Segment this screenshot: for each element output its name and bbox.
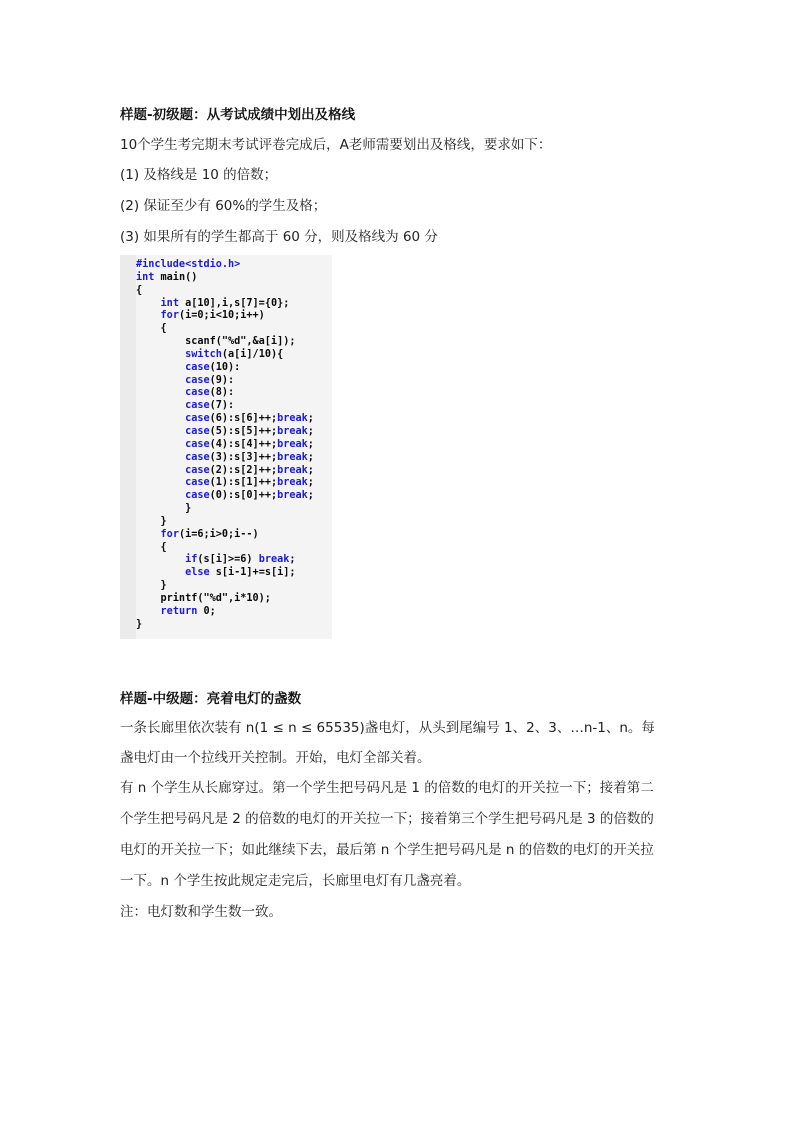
code-line xyxy=(136,567,314,580)
code-text: s[i-1]+=s[i]; xyxy=(209,567,296,579)
code-text: (5):s[5]++; xyxy=(209,425,278,437)
code-keyword: #include<stdio.h> xyxy=(136,259,241,270)
code-block xyxy=(136,259,314,631)
code-text: (6):s[6]++; xyxy=(209,413,278,425)
code-keyword: case xyxy=(185,438,210,450)
code-line xyxy=(136,323,314,336)
code-keyword: case xyxy=(185,464,210,476)
code-line xyxy=(136,606,314,619)
code-keyword: case xyxy=(185,413,210,425)
code-text: (s[i]>=6) xyxy=(197,554,259,566)
code-keyword: for xyxy=(160,528,179,540)
code-text: main() xyxy=(154,271,198,283)
requirement-item: (1) 及格线是 10 的倍数； xyxy=(120,167,278,183)
code-line xyxy=(136,413,314,426)
code-text xyxy=(136,490,185,501)
code-text: (2):s[2]++; xyxy=(209,464,278,476)
code-line xyxy=(136,619,314,632)
code-text: (1):s[1]++; xyxy=(209,477,278,489)
code-text xyxy=(136,387,185,398)
paragraph-line: 个学生把号码凡是 2 的倍数的电灯的开关拉一下；接着第三个学生把号码凡是 3 的倍数的 xyxy=(120,811,654,827)
code-screenshot xyxy=(120,255,332,639)
code-text: (0):s[0]++; xyxy=(209,490,278,502)
code-keyword: break xyxy=(258,554,290,566)
code-gutter xyxy=(120,255,136,639)
code-keyword: break xyxy=(277,451,308,463)
code-keyword: return xyxy=(160,605,198,617)
code-text xyxy=(136,298,161,309)
code-text: (9): xyxy=(209,374,235,386)
code-keyword: for xyxy=(160,310,179,322)
paragraph-line: 盏电灯由一个拉线开关控制。开始，电灯全部关着。 xyxy=(120,750,431,766)
code-text: } xyxy=(136,580,167,592)
code-text: ; xyxy=(307,451,314,463)
code-keyword: case xyxy=(185,425,210,437)
code-keyword: case xyxy=(185,374,210,386)
code-text: (3):s[3]++; xyxy=(209,451,278,463)
code-line xyxy=(136,542,314,555)
section2-title: 样题-中级题：亮着电灯的盏数 xyxy=(120,691,302,707)
requirement-item: (2) 保证至少有 60%的学生及格； xyxy=(120,198,327,214)
code-text: ; xyxy=(307,438,314,450)
code-line xyxy=(136,465,314,478)
code-line xyxy=(136,336,314,349)
code-keyword: break xyxy=(277,464,308,476)
code-text xyxy=(136,375,185,386)
code-text: ; xyxy=(307,477,314,489)
code-line xyxy=(136,452,314,465)
code-text: printf("%d",i*10); xyxy=(136,592,271,604)
code-text xyxy=(136,310,161,321)
code-keyword: if xyxy=(185,554,198,566)
code-keyword: case xyxy=(185,490,210,502)
code-line xyxy=(136,285,314,298)
code-text: 0; xyxy=(197,605,216,617)
code-text: } xyxy=(136,503,192,515)
code-text xyxy=(136,439,185,450)
code-text xyxy=(136,400,185,411)
code-text: { xyxy=(136,323,167,335)
code-keyword: break xyxy=(277,413,308,425)
code-keyword: case xyxy=(185,451,210,463)
section1-intro: 10个学生考完期末考试评卷完成后，A老师需要划出及格线，要求如下： xyxy=(120,137,552,153)
code-text xyxy=(136,465,185,476)
code-line xyxy=(136,477,314,490)
note-line: 注：电灯数和学生数一致。 xyxy=(120,904,282,920)
code-keyword: int xyxy=(160,297,179,309)
code-keyword: case xyxy=(185,477,210,489)
code-text: ; xyxy=(307,490,314,502)
code-line xyxy=(136,554,314,567)
code-line xyxy=(136,349,314,362)
code-text: } xyxy=(136,618,143,630)
paragraph-line: 一下。n 个学生按此规定走完后，长廊里电灯有几盏亮着。 xyxy=(120,873,471,889)
code-line xyxy=(136,387,314,400)
paragraph-line: 电灯的开关拉一下；如此继续下去，最后第 n 个学生把号码凡是 n 的倍数的电灯的开关拉 xyxy=(120,842,654,858)
code-line xyxy=(136,310,314,323)
code-line xyxy=(136,272,314,285)
code-text: ; xyxy=(289,554,296,566)
code-text: { xyxy=(136,284,143,296)
code-text: } xyxy=(136,515,167,527)
code-line xyxy=(136,400,314,413)
code-text xyxy=(136,567,185,578)
code-line xyxy=(136,503,314,516)
requirement-item: (3) 如果所有的学生都高于 60 分，则及格线为 60 分 xyxy=(120,229,438,245)
code-line xyxy=(136,593,314,606)
code-text xyxy=(136,554,185,565)
code-keyword: else xyxy=(185,567,210,579)
code-text xyxy=(136,413,185,424)
code-text xyxy=(136,362,185,373)
code-text: scanf("%d",&a[i]); xyxy=(136,336,296,348)
code-text xyxy=(136,349,185,360)
code-line xyxy=(136,259,314,272)
code-keyword: case xyxy=(185,361,210,373)
code-line xyxy=(136,516,314,529)
code-line xyxy=(136,375,314,388)
code-text: ; xyxy=(307,464,314,476)
code-keyword: switch xyxy=(185,348,222,360)
paragraph-line: 一条长廊里依次装有 n(1 ≤ n ≤ 65535)盏电灯，从头到尾编号 1、2、3、…n-1、n。每 xyxy=(120,720,655,736)
code-line xyxy=(136,490,314,503)
code-text: ; xyxy=(307,413,314,425)
code-text: (i=6;i>0;i--) xyxy=(178,528,259,540)
code-line xyxy=(136,426,314,439)
code-keyword: case xyxy=(185,387,210,399)
code-text: ; xyxy=(307,425,314,437)
code-text: a[10],i,s[7]={0}; xyxy=(178,297,290,309)
code-text: (8): xyxy=(209,387,235,399)
code-text: (i=0;i<10;i++) xyxy=(178,310,265,322)
code-keyword: int xyxy=(136,271,155,283)
code-text xyxy=(136,529,161,540)
paragraph-line: 有 n 个学生从长廊穿过。第一个学生把号码凡是 1 的倍数的电灯的开关拉一下；接着第二 xyxy=(120,780,654,796)
code-text xyxy=(136,426,185,437)
code-text xyxy=(136,477,185,488)
code-text: { xyxy=(136,541,167,553)
code-keyword: break xyxy=(277,438,308,450)
code-text: (7): xyxy=(209,400,235,412)
code-text: (10): xyxy=(209,361,241,373)
code-keyword: case xyxy=(185,400,210,412)
code-text xyxy=(136,452,185,463)
code-keyword: break xyxy=(277,477,308,489)
code-text: (4):s[4]++; xyxy=(209,438,278,450)
code-line xyxy=(136,298,314,311)
code-line xyxy=(136,362,314,375)
section1-title: 样题-初级题：从考试成绩中划出及格线 xyxy=(120,107,356,123)
code-text xyxy=(136,606,161,617)
code-keyword: break xyxy=(277,425,308,437)
code-line xyxy=(136,529,314,542)
code-line xyxy=(136,439,314,452)
code-keyword: break xyxy=(277,490,308,502)
code-line xyxy=(136,580,314,593)
code-text: (a[i]/10){ xyxy=(221,348,284,360)
